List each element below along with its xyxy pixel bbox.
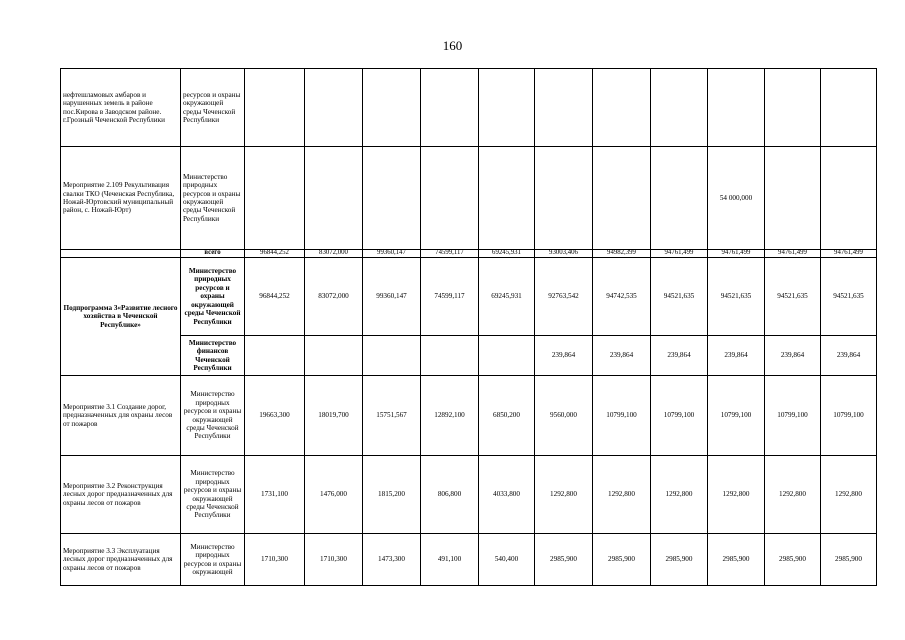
value-cell: 94761,499: [765, 250, 821, 258]
value-cell: 1710,300: [245, 534, 305, 586]
value-cell: [651, 147, 708, 250]
value-cell: [363, 147, 421, 250]
table-row: [61, 456, 877, 534]
value-cell: 19663,300: [245, 376, 305, 456]
executor-cell: Министерство природных ресурсов и охраны окружающей среды Чеченской Республики: [181, 376, 245, 456]
value-cell: 806,800: [421, 456, 479, 534]
measure-name-cell: Мероприятие 3.1 Создание дорог, предназначенных для охраны лесов от пожаров: [61, 376, 181, 456]
value-cell: 1292,800: [535, 456, 593, 534]
value-cell: 69245,931: [479, 258, 535, 336]
value-cell: 239,864: [593, 336, 651, 376]
value-cell: 239,864: [651, 336, 708, 376]
value-cell: 1292,800: [651, 456, 708, 534]
value-cell: 2985,900: [651, 534, 708, 586]
value-cell: 540,400: [479, 534, 535, 586]
value-cell: [593, 147, 651, 250]
value-cell: 2985,900: [708, 534, 765, 586]
subprogram-name: Подпрограмма 3«Развитие лесного хозяйства в Чеченской Республике»: [61, 258, 181, 376]
value-cell: 96844,252: [245, 258, 305, 336]
value-cell: 93003,406: [535, 250, 593, 258]
executor-cell: Министерство природных ресурсов и охраны окружающей среды Чеченской Республики: [181, 456, 245, 534]
value-cell: 10799,100: [593, 376, 651, 456]
value-cell: 94521,635: [708, 258, 765, 336]
value-cell: [765, 147, 821, 250]
value-cell: 491,100: [421, 534, 479, 586]
value-cell: [421, 69, 479, 147]
value-cell: 92763,542: [535, 258, 593, 336]
value-cell: 2985,900: [821, 534, 877, 586]
value-cell: 10799,100: [765, 376, 821, 456]
value-cell: 74599,117: [421, 258, 479, 336]
executor-cell: ресурсов и охраны окружающей среды Чеченской Республики: [181, 69, 245, 147]
value-cell: [305, 69, 363, 147]
value-cell: 94742,535: [593, 258, 651, 336]
page-number: 160: [442, 38, 463, 53]
value-cell: 1731,100: [245, 456, 305, 534]
table-row: [61, 336, 877, 376]
measure-name-cell: нефтешламовых амбаров и нарушенных земель в районе пос.Кирова в Заводском районе. г.Грозный Чеченской Республики: [61, 69, 181, 147]
value-cell: [708, 69, 765, 147]
value-cell: [479, 69, 535, 147]
measure-name-cell: Мероприятие 2.109 Рекультивация свалки ТКО (Чеченская Республика, Ножай-Юртовский муниципальный район, с. Ножай-Юрт): [61, 147, 181, 250]
value-cell: [305, 147, 363, 250]
value-cell: [245, 336, 305, 376]
value-cell: 2985,900: [765, 534, 821, 586]
value-cell: 10799,100: [821, 376, 877, 456]
value-cell: 1292,800: [708, 456, 765, 534]
measure-name-cell: Мероприятие 3.2 Реконструкция лесных дорог предназначенных для охраны лесов от пожаров: [61, 456, 181, 534]
table-row: [61, 376, 877, 456]
value-cell: 12892,100: [421, 376, 479, 456]
value-cell: [305, 336, 363, 376]
value-cell: [651, 69, 708, 147]
value-cell: 99360,147: [363, 250, 421, 258]
value-cell: 1292,800: [765, 456, 821, 534]
value-cell: 94521,635: [765, 258, 821, 336]
executor-cell: Министерство финансов Чеченской Республики: [181, 336, 245, 376]
value-cell: [535, 69, 593, 147]
total-label: всего: [181, 250, 245, 258]
value-cell: [421, 147, 479, 250]
value-cell: 94761,499: [821, 250, 877, 258]
value-cell: 4033,800: [479, 456, 535, 534]
value-cell: 54 000,000: [708, 147, 765, 250]
value-cell: 10799,100: [651, 376, 708, 456]
table-row: [61, 258, 877, 336]
value-cell: 94761,499: [651, 250, 708, 258]
value-cell: 1292,800: [821, 456, 877, 534]
value-cell: [421, 336, 479, 376]
value-cell: 96844,252: [245, 250, 305, 258]
executor-cell: Министерство природных ресурсов и охраны окружающей среды Чеченской Республики: [181, 258, 245, 336]
table-row: [61, 147, 877, 250]
value-cell: 1292,800: [593, 456, 651, 534]
budget-table: [60, 68, 877, 586]
value-cell: 83072,000: [305, 250, 363, 258]
value-cell: 94761,499: [708, 250, 765, 258]
value-cell: 1710,300: [305, 534, 363, 586]
value-cell: [479, 336, 535, 376]
value-cell: 9560,000: [535, 376, 593, 456]
value-cell: 1476,000: [305, 456, 363, 534]
measure-name-cell: Мероприятие 3.3 Эксплуатация лесных дорог предназначенных для охраны лесов от пожаров: [61, 534, 181, 586]
value-cell: 2985,900: [535, 534, 593, 586]
value-cell: 1815,200: [363, 456, 421, 534]
table-row: [61, 534, 877, 586]
table-row: [61, 69, 877, 147]
value-cell: 94521,635: [821, 258, 877, 336]
value-cell: [535, 147, 593, 250]
value-cell: [245, 147, 305, 250]
value-cell: 18019,700: [305, 376, 363, 456]
value-cell: 99360,147: [363, 258, 421, 336]
value-cell: [363, 336, 421, 376]
value-cell: 6850,200: [479, 376, 535, 456]
value-cell: 239,864: [708, 336, 765, 376]
value-cell: 74599,117: [421, 250, 479, 258]
value-cell: 15751,567: [363, 376, 421, 456]
value-cell: [479, 147, 535, 250]
value-cell: 239,864: [535, 336, 593, 376]
value-cell: 83072,000: [305, 258, 363, 336]
value-cell: [245, 69, 305, 147]
value-cell: [363, 69, 421, 147]
value-cell: 69245,931: [479, 250, 535, 258]
empty-cell: [61, 250, 181, 258]
value-cell: [593, 69, 651, 147]
executor-cell: Министерство природных ресурсов и охраны окружающей: [181, 534, 245, 586]
value-cell: [821, 147, 877, 250]
value-cell: 239,864: [821, 336, 877, 376]
table-row: [61, 250, 877, 258]
value-cell: 94982,399: [593, 250, 651, 258]
value-cell: [821, 69, 877, 147]
value-cell: 10799,100: [708, 376, 765, 456]
executor-cell: Министерство природных ресурсов и охраны окружающей среды Чеченской Республики: [181, 147, 245, 250]
value-cell: 239,864: [765, 336, 821, 376]
value-cell: 2985,900: [593, 534, 651, 586]
value-cell: 1473,300: [363, 534, 421, 586]
value-cell: [765, 69, 821, 147]
value-cell: 94521,635: [651, 258, 708, 336]
